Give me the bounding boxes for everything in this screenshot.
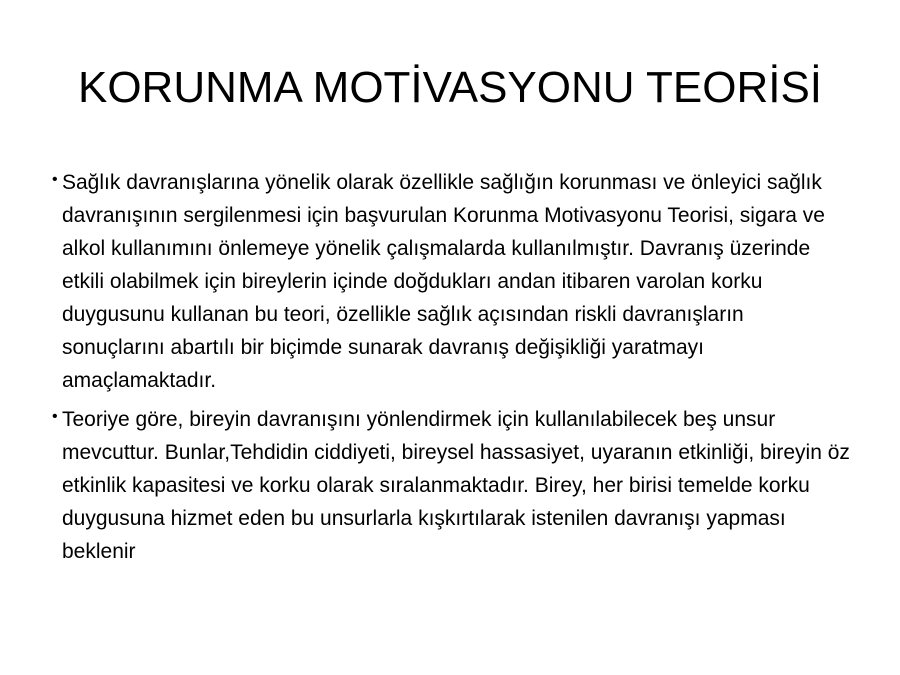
- bullet-dot-icon: •: [52, 408, 58, 425]
- bullet-item: [52, 403, 852, 568]
- bullet-text: Sağlık davranışlarına yönelik olarak özellikle sağlığın korunması ve önleyici sağlık davranışının sergilenmesi için başvurulan Korunma Motivasyonu Teorisi, sigara ve alkol kullanımını önlemeye yönelik çalışmalarda kullanılmıştır. Davranış üzerinde etkili olabilmek için bireylerin içinde doğdukları andan itibaren varolan korku duygusunu kullanan bu teori, özellikle sağlık açısından riskli davranışların sonuçlarını abartılı bir biçimde sunarak davranış değişikliği yaratmayı amaçlamaktadır.: [62, 171, 825, 392]
- slide-title: KORUNMA MOTİVASYONU TEORİSİ: [77, 63, 823, 112]
- bullet-dot-icon: •: [52, 171, 58, 188]
- bullet-list: [52, 166, 852, 574]
- bullet-item: [52, 166, 852, 397]
- bullet-text: Teoriye göre, bireyin davranışını yönlendirmek için kullanılabilecek beş unsur mevcuttur. Bunlar,Tehdidin ciddiyeti, bireysel hassasiyet, uyaranın etkinliği, bireyin öz etkinlik kapasitesi ve korku olarak sıralanmaktadır. Birey, her birisi temelde korku duygusuna hizmet eden bu unsurlarla kışkırtılarak istenilen davranışı yapması beklenir: [62, 408, 850, 563]
